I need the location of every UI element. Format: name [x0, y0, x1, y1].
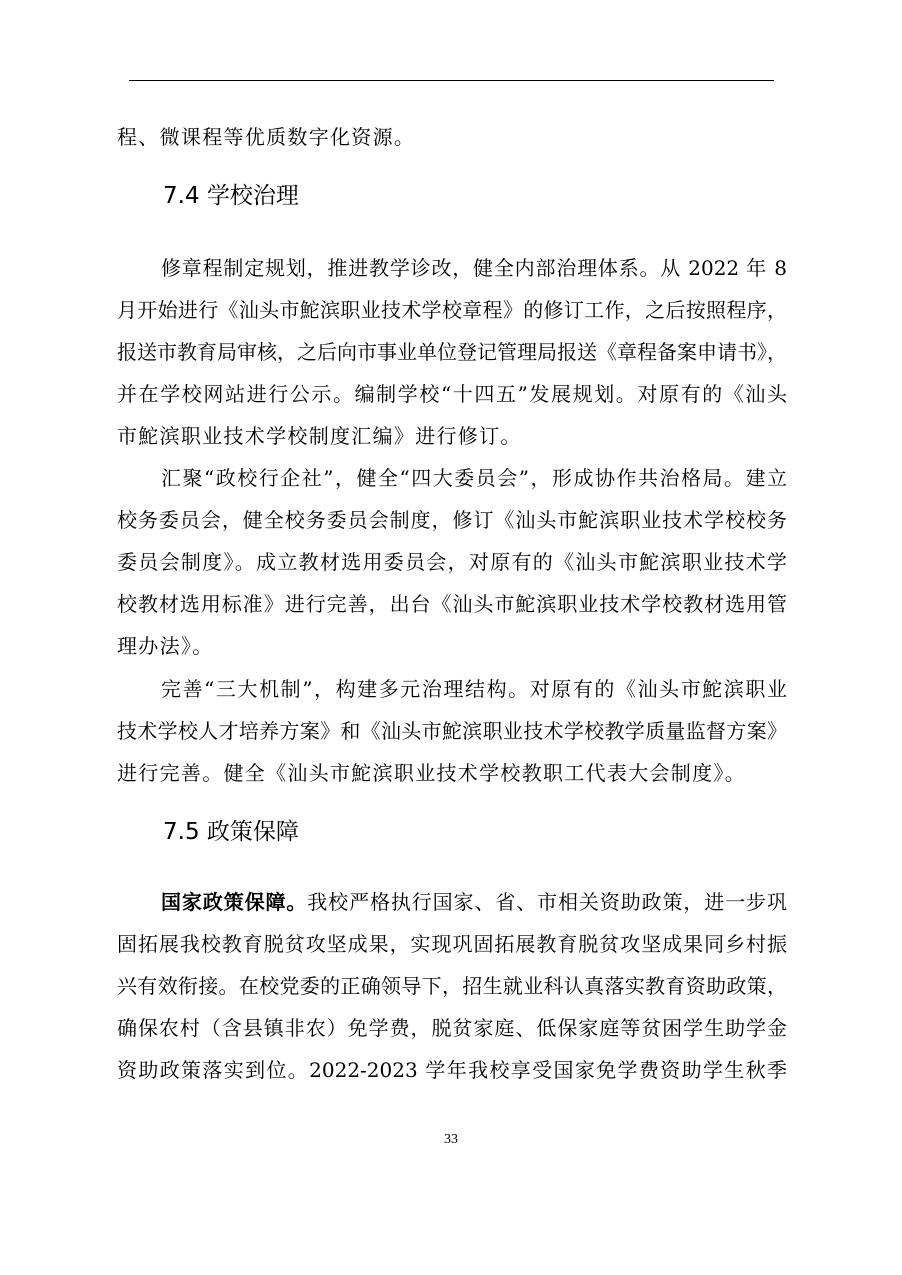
body-line: 市鮀滨职业技术学校制度汇编》进行修订。: [117, 424, 522, 448]
section-heading-7-5: 7.5 政策保障: [163, 819, 299, 845]
body-line: 修章程制定规划，推进教学诊改，健全内部治理体系。从 2022 年 8: [161, 256, 787, 280]
body-line: 进行完善。健全《汕头市鮀滨职业技术学校教职工代表大会制度》。: [117, 761, 746, 785]
body-line: 校务委员会，健全校务委员会制度，修订《汕头市鮀滨职业技术学校校务: [117, 508, 787, 532]
body-line: 兴有效衔接。在校党委的正确领导下，招生就业科认真落实教育资助政策，: [117, 974, 787, 998]
body-line: 确保农村（含县镇非农）免学费，脱贫家庭、低保家庭等贫困学生助学金: [117, 1016, 787, 1040]
body-line: 程、微课程等优质数字化资源。: [117, 125, 416, 149]
body-line-lead: [161, 890, 787, 914]
body-line: 固拓展我校教育脱贫攻坚成果，实现巩固拓展教育脱贫攻坚成果同乡村振: [117, 932, 787, 956]
body-line: 委员会制度》。成立教材选用委员会，对原有的《汕头市鮀滨职业技术学: [117, 550, 787, 574]
body-line: 资助政策落实到位。2022-2023 学年我校享受国家免学费资助学生秋季: [117, 1058, 787, 1082]
section-heading-7-4: 7.4 学校治理: [163, 183, 299, 209]
lead-text: 我校严格执行国家、省、市相关资助政策，进一步巩: [307, 890, 788, 914]
body-line: 汇聚“政校行企社”，健全“四大委员会”，形成协作共治格局。建立: [161, 466, 787, 490]
lead-bold-text: 国家政策保障。: [161, 890, 308, 914]
body-line: 报送市教育局审核，之后向市事业单位登记管理局报送《章程备案申请书》，: [117, 340, 787, 364]
body-line: 技术学校人才培养方案》和《汕头市鮀滨职业技术学校教学质量监督方案》: [117, 719, 787, 743]
header-rule: [129, 80, 774, 81]
body-line: 理办法》。: [117, 634, 214, 658]
body-line: 月开始进行《汕头市鮀滨职业技术学校章程》的修订工作，之后按照程序，: [117, 298, 787, 322]
body-line: 校教材选用标准》进行完善，出台《汕头市鮀滨职业技术学校教材选用管: [117, 592, 787, 616]
body-line: 完善“三大机制”，构建多元治理结构。对原有的《汕头市鮀滨职业: [161, 677, 787, 701]
page-number: 33: [444, 1132, 458, 1147]
body-line: 并在学校网站进行公示。编制学校“十四五”发展规划。对原有的《汕头: [117, 382, 787, 406]
